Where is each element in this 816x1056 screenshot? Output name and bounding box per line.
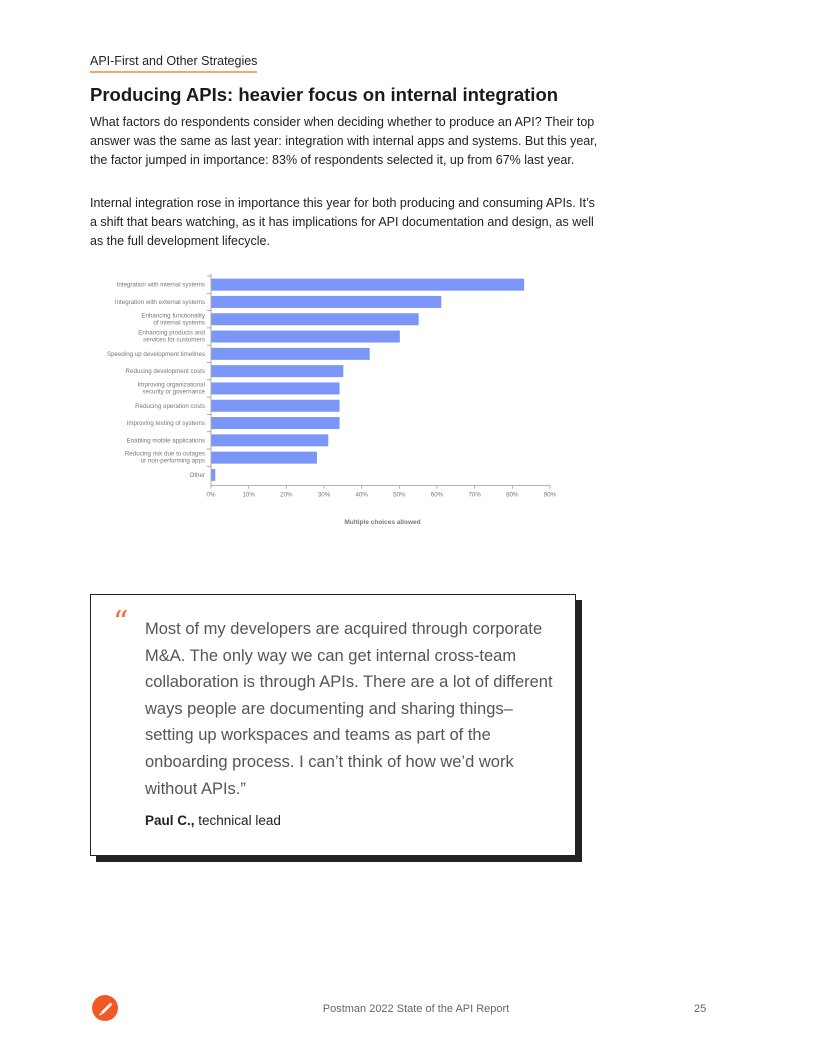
intro-paragraph: What factors do respondents consider when deciding whether to produce an API? Their top answer was the same as last year: integration with internal apps and systems. But this year, the factor jumped in importance: 83% of respondents selected it, up from 67% last year. [90,115,598,167]
category-label: Improving organizational security or governance [137,381,205,396]
x-tick-label: 30% [317,491,331,499]
quote-author-name: Paul C., [145,813,195,828]
category-label: Reducing risk due to outages or non-performing apps [124,450,205,465]
factors-bar-chart [88,268,568,530]
bar [212,331,400,343]
bar [212,365,344,377]
category-label: Improving testing of systems [126,420,205,428]
category-label: Reducing development costs [125,368,205,376]
quote-author-role: technical lead [198,813,281,828]
bar [212,434,329,446]
category-label: Enhancing products and services for customers [138,329,205,344]
category-label: Enabling mobile applications [126,437,205,445]
bar [212,417,340,429]
footer-report-title: Postman 2022 State of the API Report [322,1003,510,1015]
bar [212,469,216,481]
bar [212,296,442,308]
category-label: Speeding up development timelines [106,350,205,358]
x-tick-label: 60% [430,491,444,499]
category-label: Integration with external systems [114,298,205,306]
second-paragraph: Internal integration rose in importance this year for both producing and consuming APIs. It’s a shift that bears watching, as it has implications for API documentation and design, as well as the full development lifecycle. [90,196,595,248]
bar [212,452,317,464]
quote-text: Most of my developers are acquired through corporate M&A. The only way we can get internal cross-team collaboration is through APIs. There are a lot of different ways people are documenting and sharing things–setting up workspaces and teams as part of the onboarding process. I can’t think of how we’d work without APIs.” [145,620,553,798]
bar [212,279,525,291]
bar [212,313,419,325]
section-label: API-First and Other Strategies [90,54,257,73]
page-heading: Producing APIs: heavier focus on internal integration [90,84,559,105]
category-label: Integration with internal systems [116,281,205,289]
bar [212,400,340,412]
x-tick-label: 0% [206,491,216,499]
page-number: 25 [694,1003,707,1015]
x-tick-label: 80% [506,491,519,499]
x-tick-label: 90% [543,491,557,499]
quote-mark-icon: “ [113,605,129,640]
x-tick-label: 10% [242,491,255,499]
quote-attribution [145,813,281,828]
x-tick-label: 70% [468,491,481,499]
category-label: Other [189,471,205,479]
x-axis-label: Multiple choices allowed [344,519,421,526]
category-label: Enhancing functionality of internal systems [141,312,205,327]
x-tick-label: 50% [393,491,406,499]
bar [212,348,370,360]
category-label: Reducing operation costs [135,402,205,410]
x-tick-label: 20% [280,491,293,499]
x-tick-label: 40% [355,491,368,499]
bar [212,382,340,394]
